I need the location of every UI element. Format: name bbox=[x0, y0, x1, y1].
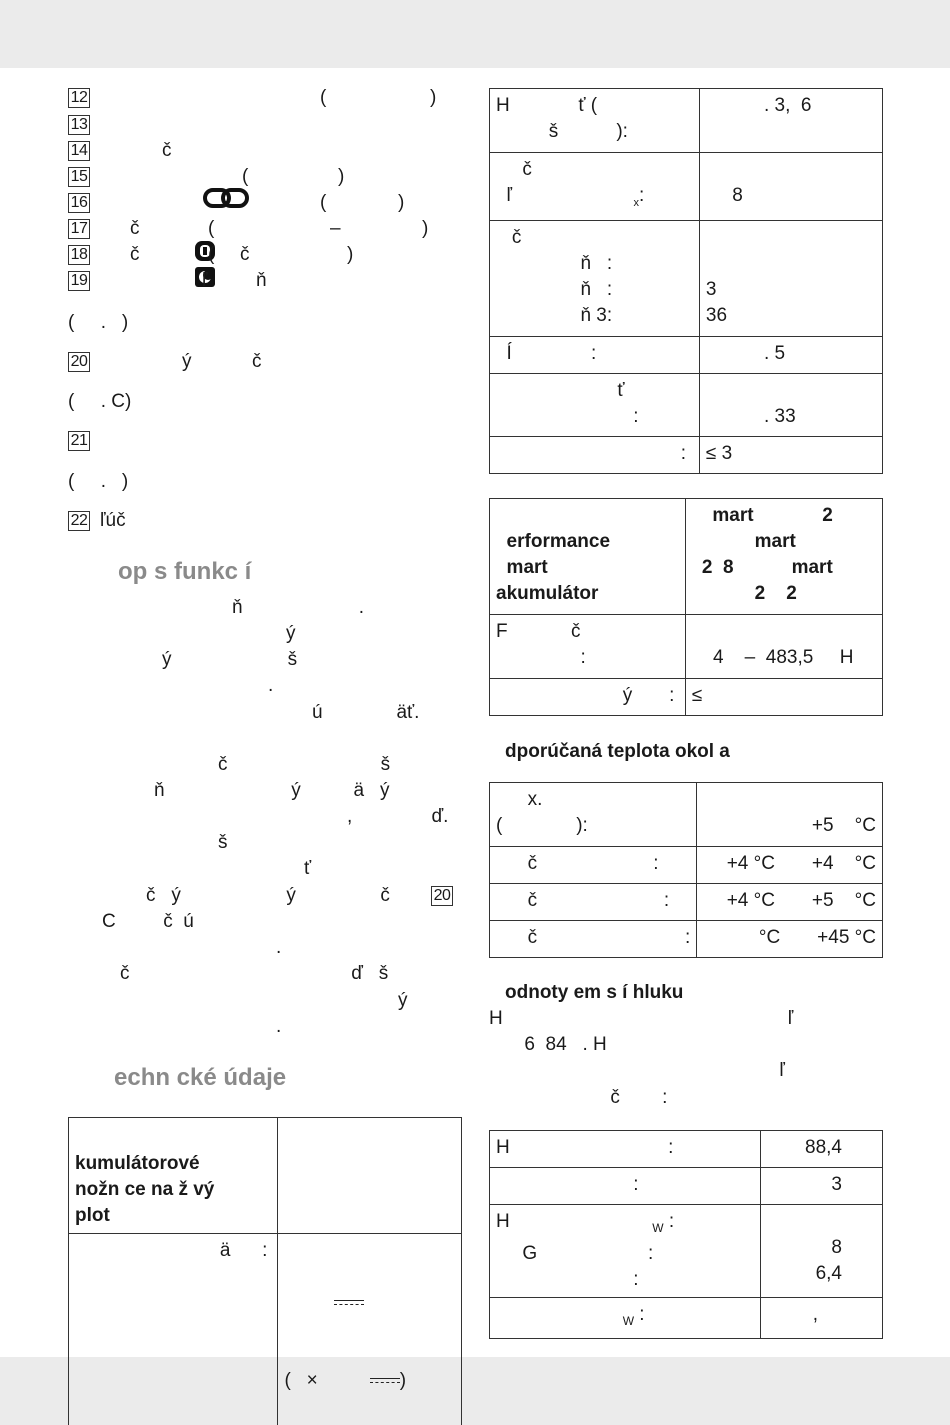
table-label: č ň : ň : ň 3: bbox=[490, 220, 700, 336]
temperature-table bbox=[489, 782, 883, 958]
table-label: : bbox=[490, 1168, 761, 1205]
section-heading: dporúčaná teplota okol a bbox=[505, 741, 730, 762]
body-line: . bbox=[276, 937, 282, 958]
table-label: Í : bbox=[490, 336, 700, 373]
body-line: ý bbox=[286, 623, 296, 644]
table-value: 3 bbox=[761, 1168, 883, 1205]
table-label: : bbox=[490, 436, 700, 473]
table-label: č ľ $_x$: bbox=[490, 153, 700, 221]
table-value: +4 °C +5 °C bbox=[697, 884, 883, 921]
legend-text: ( bbox=[320, 192, 327, 213]
legend-text: ( bbox=[242, 166, 249, 187]
legend-text: č bbox=[162, 140, 172, 161]
body-line: č š bbox=[218, 754, 391, 775]
table-header-value: mart 2 mart 2 8 mart 2 2 bbox=[685, 499, 882, 615]
body-line: č ď š bbox=[120, 963, 389, 984]
table-value: +5 °C bbox=[697, 783, 883, 847]
legend-number: 20 bbox=[431, 886, 453, 906]
legend-number: 17 bbox=[68, 219, 90, 239]
legend-number: 22 bbox=[68, 511, 90, 531]
body-line: C č ú bbox=[102, 911, 194, 932]
legend-text: ý bbox=[182, 351, 192, 372]
body-line: ň ý ä ý bbox=[154, 780, 390, 801]
paren-note: ( . ) bbox=[68, 312, 129, 333]
section-heading: odnoty em s í hluku bbox=[505, 982, 684, 1003]
top-band bbox=[0, 0, 950, 68]
table-value: 8 6,4 bbox=[761, 1205, 883, 1298]
legend-text: ) bbox=[347, 244, 354, 265]
legend-text: ( bbox=[208, 218, 215, 239]
legend-text: č bbox=[130, 218, 140, 239]
paren-note: ( . C) bbox=[68, 391, 132, 412]
legend-text: ) bbox=[430, 87, 437, 108]
table-value: +4 °C +4 °C bbox=[697, 847, 883, 884]
body-line: ý š bbox=[162, 649, 298, 670]
legend-number: 12 bbox=[68, 88, 90, 108]
legend-text: ) bbox=[338, 166, 345, 187]
table-label: H ť ( š ): bbox=[490, 89, 700, 153]
legend-text: ) bbox=[398, 192, 405, 213]
legend-text: ( bbox=[208, 244, 215, 265]
table-value: . 5 bbox=[699, 336, 882, 373]
section-heading: op s funkc í bbox=[118, 558, 252, 585]
legend-text: č bbox=[240, 244, 250, 265]
table-label: ý : bbox=[490, 679, 686, 716]
table-value: , bbox=[761, 1297, 883, 1338]
table-value: ≤ 3 bbox=[699, 436, 882, 473]
spec-table-1 bbox=[489, 88, 883, 474]
section-heading: echn cké údaje bbox=[114, 1064, 287, 1091]
legend-number: 19 bbox=[68, 271, 90, 291]
dc-symbol-icon bbox=[334, 1298, 364, 1308]
table-label: ť : bbox=[490, 373, 700, 436]
legend-number: 13 bbox=[68, 115, 90, 135]
legend-number: 20 bbox=[68, 352, 90, 372]
table-value: . 33 bbox=[699, 373, 882, 436]
paren-note: ( . ) bbox=[68, 471, 129, 492]
spec-table-left bbox=[68, 1117, 462, 1425]
table-value: ( × ) bbox=[278, 1234, 462, 1425]
body-line: ť bbox=[304, 858, 312, 879]
legend-text: č bbox=[252, 351, 262, 372]
legend-text: ľ bbox=[202, 270, 208, 291]
body-line: ý bbox=[398, 990, 408, 1011]
table-value: 88,4 bbox=[761, 1131, 883, 1168]
table-value: ≤ bbox=[685, 679, 882, 716]
body-line: ú äť. bbox=[312, 702, 420, 723]
legend-text: č bbox=[130, 244, 140, 265]
dc-symbol-icon bbox=[370, 1376, 400, 1386]
table-label: x. ( ): bbox=[490, 783, 697, 847]
table-value: °C +45 °C bbox=[697, 921, 883, 958]
legend-text: ľúč bbox=[100, 510, 126, 531]
legend-number: 18 bbox=[68, 245, 90, 265]
legend-text: ň bbox=[256, 270, 267, 291]
body-line: ľ bbox=[489, 1060, 785, 1081]
table-label: H $_W$ : G : : bbox=[490, 1205, 761, 1298]
legend-text: – bbox=[330, 218, 341, 239]
chain-link-icon bbox=[192, 164, 249, 216]
body-line: 6 84 . H bbox=[498, 1034, 607, 1055]
table-value: . 3, 6 bbox=[699, 89, 882, 153]
table-value: 3 36 bbox=[699, 220, 882, 336]
table-label: č : bbox=[490, 921, 697, 958]
legend-number: 21 bbox=[68, 431, 90, 451]
body-line: . bbox=[276, 1016, 282, 1037]
table-header-label: erformance mart akumulátor bbox=[490, 499, 686, 615]
legend-text: ( bbox=[320, 87, 327, 108]
table-label: č : bbox=[490, 847, 697, 884]
body-line: š bbox=[218, 832, 228, 853]
noise-table bbox=[489, 1130, 883, 1339]
spec-table-2 bbox=[489, 498, 883, 716]
legend-number: 15 bbox=[68, 167, 90, 187]
table-label: F č : bbox=[490, 615, 686, 679]
table-label: ä : bbox=[69, 1234, 278, 1425]
body-line: , ď. bbox=[347, 806, 449, 827]
table-label: č : bbox=[490, 884, 697, 921]
body-line: č : bbox=[489, 1087, 668, 1108]
body-line: H ľ bbox=[489, 1008, 794, 1029]
table-label: $_W$ : bbox=[490, 1297, 761, 1338]
table-title: kumulátorové nožn ce na ž vý plot bbox=[69, 1118, 278, 1234]
body-line: . bbox=[268, 675, 274, 696]
legend-number: 14 bbox=[68, 141, 90, 161]
table-label: H : bbox=[490, 1131, 761, 1168]
table-value: 4 – 483,5 H bbox=[685, 615, 882, 679]
body-line: ň . bbox=[232, 597, 364, 618]
legend-text: ) bbox=[422, 218, 429, 239]
body-line: č ý ý č bbox=[146, 885, 390, 906]
table-value: 8 bbox=[699, 153, 882, 221]
legend-number: 16 bbox=[68, 193, 90, 213]
